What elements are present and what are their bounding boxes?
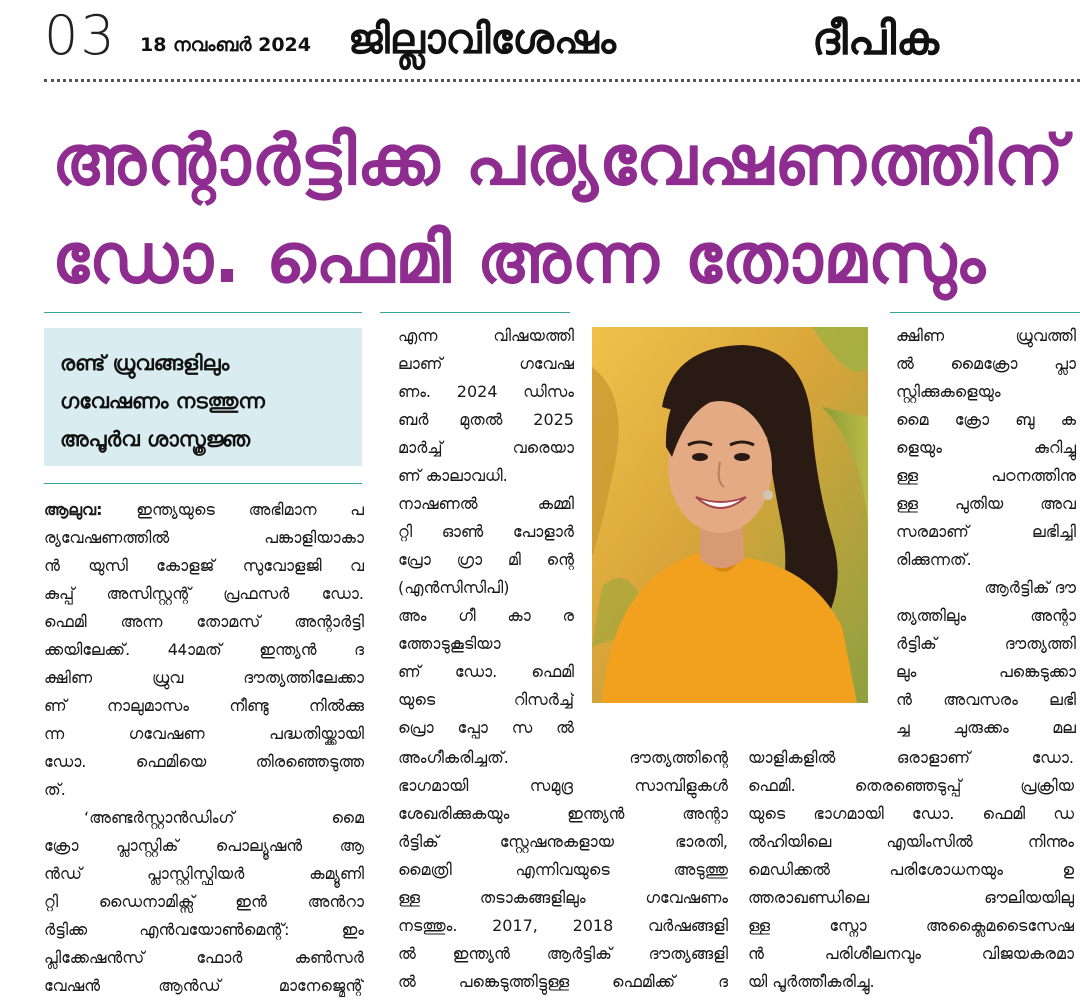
- article-line: (എൻസിസിപി): [398, 578, 510, 597]
- article-line: ണ് ഡോ. ഫെമി: [398, 662, 574, 681]
- newspaper-logo: ദീപിക: [812, 12, 939, 65]
- article-line: ശേഖരിക്കുകയും ഇന്ത്യൻ അന്റാ: [398, 804, 728, 823]
- article-line: പ്രോ ഗ്രാ മി ന്റെ: [398, 550, 574, 569]
- article-line: ൻ അവസരം ലഭി: [896, 690, 1076, 709]
- article-line: ർട്ടിക് ദൗത്യത്തി: [896, 634, 1076, 653]
- article-line: ആലുവ: ഇന്ത്യയുടെ അഭിമാന പ: [44, 500, 364, 519]
- article-column-1: [44, 496, 364, 1000]
- article-line: രിക്കുന്നത്.: [896, 550, 972, 569]
- article-line: ര്യവേഷണത്തിൽ പങ്കാളിയാകാ: [44, 528, 364, 547]
- article-column-2: [398, 322, 574, 742]
- article-line: ർട്ടിക് സ്റ്റേഷനുകളായ ഭാരതി,: [398, 832, 728, 851]
- article-line: ൻഡ് പ്ലാസ്റ്റിസ്ഫിയർ കമ്യൂണി: [44, 864, 364, 883]
- column-top-rule: [890, 312, 1080, 313]
- article-line: ന്ന ഗവേഷണ പദ്ധതിയ്ക്കായി: [44, 724, 364, 743]
- sub-headline-line: ഗവേഷണം നടത്തുന്ന: [60, 389, 265, 413]
- article-line: റ്റി ഓൺ പോളാർ: [398, 522, 574, 541]
- article-line: ക്ഷിണ ധ്രുവത്തി: [896, 326, 1076, 345]
- article-line: ൻ പരിശീലനവും വിജയകരമാ: [748, 944, 1074, 963]
- page-number: 03: [44, 4, 117, 67]
- article-line: ഫെമി അന്ന തോമസ് അന്റാർട്ടി: [44, 612, 364, 631]
- headline: [52, 112, 1072, 308]
- article-line: മെഡിക്കൽ പരിശോധനയും ഉ: [748, 860, 1074, 879]
- portrait-illustration: [592, 327, 868, 703]
- sub-headline-line: അപൂർവ ശാസ്ത്രജ്ഞ: [60, 427, 251, 451]
- article-line: പ്ലിക്കേഷൻസ് ഫോർ കൺസർ: [44, 948, 364, 967]
- article-line: യുടെ റിസർച്ച്: [398, 690, 574, 709]
- deck-bottom-rule: [44, 483, 362, 484]
- article-line: ള്ള സ്നോ അക്ലൈമടൈസേഷ: [748, 916, 1074, 935]
- article-line: ക്കയിലേക്ക്. 44ാമത് ഇന്ത്യൻ ദ: [44, 640, 364, 659]
- article-line: പ്രൊ പ്പോ സ ൽ: [398, 718, 574, 737]
- headline-line-2: ഡോ. ഫെമി അന്ന തോമസും: [52, 219, 987, 299]
- article-line: ‘അണ്ടർസ്റ്റാൻഡിംഗ് മൈ: [84, 808, 364, 827]
- article-line: ത്തരാഖണ്ഡിലെ ഔലിയയിലു: [748, 888, 1074, 907]
- section-name: ജില്ലാവിശേഷം: [348, 15, 616, 63]
- article-line: ൽ മൈക്രോ പ്ലാ: [896, 354, 1076, 373]
- article-line: ഭാഗമായി സമുദ്ര സാമ്പിളുകൾ: [398, 776, 728, 795]
- sub-headline-box: [44, 328, 362, 466]
- article-line: ഫെമി. തെരഞ്ഞെടുപ്പ് പ്രക്രിയ: [748, 776, 1074, 795]
- article-line: ക്രോ പ്ലാസ്റ്റിക് പൊല്യൂഷൻ ആ: [44, 836, 364, 855]
- issue-date: 18 നവംബർ 2024: [140, 34, 311, 56]
- article-line: ള്ള പുതിയ അവ: [896, 494, 1076, 513]
- article-line: ൻ യുസി കോളജ് സുവോളജി വ: [44, 556, 364, 575]
- article-line: എന്ന വിഷയത്തി: [398, 326, 574, 345]
- article-line: യുടെ ഭാഗമായി ഡോ. ഫെമി ഡ: [748, 804, 1074, 823]
- article-line: സ്റ്റിക്കുകളെയും: [896, 382, 1001, 401]
- article-line: നടത്തും. 2017, 2018 വർഷങ്ങളി: [398, 916, 728, 935]
- article-line: ണ് നാലുമാസം നീണ്ടു നിൽക്കു: [44, 696, 364, 715]
- article-line: ൽ ഇന്ത്യൻ ആർട്ടിക് ദൗത്യങ്ങളി: [398, 944, 728, 963]
- article-line: ഡോ. ഫെമിയെ തിരഞ്ഞെടുത്ത: [44, 752, 364, 771]
- article-column-3-wide: [748, 744, 1074, 996]
- article-line: മൈത്രി എന്നിവയുടെ അടുത്തു: [398, 860, 728, 879]
- dateline: ആലുവ:: [44, 500, 103, 519]
- sub-headline-line: രണ്ട് ധ്രുവങ്ങളിലും: [60, 351, 230, 375]
- article-line: ണ് കാലാവധി.: [398, 466, 508, 485]
- article-line: കുപ്പ് അസിസ്റ്റന്റ് പ്രഫസർ ഡോ.: [44, 584, 364, 603]
- article-line: ത്.: [44, 780, 66, 799]
- article-line: മൈ ക്രോ ബു ക: [896, 410, 1076, 429]
- article-line: ള്ള പഠനത്തിനു: [896, 466, 1076, 485]
- article-column-3: [896, 322, 1076, 742]
- article-line: ൽ പങ്കെടുത്തിട്ടുള്ള ഫെമിക്ക് ദ: [398, 972, 728, 991]
- article-line: ണം. 2024 ഡിസം: [398, 382, 574, 401]
- article-line: ലും പങ്കെടുക്കാ: [896, 662, 1076, 681]
- article-line: യി പൂർത്തീകരിച്ചു.: [748, 972, 875, 991]
- article-line: ആർട്ടിക് ദൗ: [984, 578, 1076, 597]
- article-line: ക്ഷിണ ധ്രുവ ദൗത്യത്തിലേക്കാ: [44, 668, 364, 687]
- article-line: നാഷണൽ കമ്മി: [398, 494, 574, 513]
- article-line: ള്ള തടാകങ്ങളിലും ഗവേഷണം: [398, 888, 728, 907]
- femi-anna-thomas-photo: [592, 327, 868, 703]
- article-line: ളെയും കുറിച്ചു: [896, 438, 1076, 457]
- headline-line-1: അന്റാർട്ടിക്ക പര്യവേഷണത്തിന്: [52, 121, 1065, 201]
- article-line: വേഷൻ ആൻഡ് മാനേജ്മെന്റ്: [44, 976, 364, 995]
- article-line: റ്റി ഡൈനാമിക്സ് ഇൻ അൻറാ: [44, 892, 364, 911]
- article-line: മാർച്ച് വരെയാ: [398, 438, 574, 457]
- column-top-rule: [380, 312, 570, 313]
- article-line: അം ഗീ കാ ര: [398, 606, 574, 625]
- article-line: ൽഹിയിലെ എയിംസിൽ നിന്നും: [748, 832, 1074, 851]
- article-line: അംഗീകരിച്ചത്. ദൗത്യത്തിന്റെ: [398, 748, 728, 767]
- article-column-2-wide: [398, 744, 728, 996]
- article-line: ത്യത്തിലും അന്റാ: [896, 606, 1076, 625]
- article-line: ർട്ടിക്ക എൻവയോൺമെന്റ്: ഇം: [44, 920, 364, 939]
- article-line: യാളികളിൽ ഒരാളാണ് ഡോ.: [748, 748, 1074, 767]
- article-line: സരമാണ് ലഭിച്ചി: [896, 522, 1076, 541]
- article-line: ബർ മുതൽ 2025: [398, 410, 574, 429]
- header-dotted-rule: [44, 79, 1080, 82]
- deck-top-rule: [44, 312, 362, 313]
- article-line: ച്ച ചുരുക്കം മല: [896, 718, 1076, 737]
- article-line: ലാണ് ഗവേഷ: [398, 354, 574, 373]
- article-line: ത്തോടുകൂടിയാ: [398, 634, 501, 653]
